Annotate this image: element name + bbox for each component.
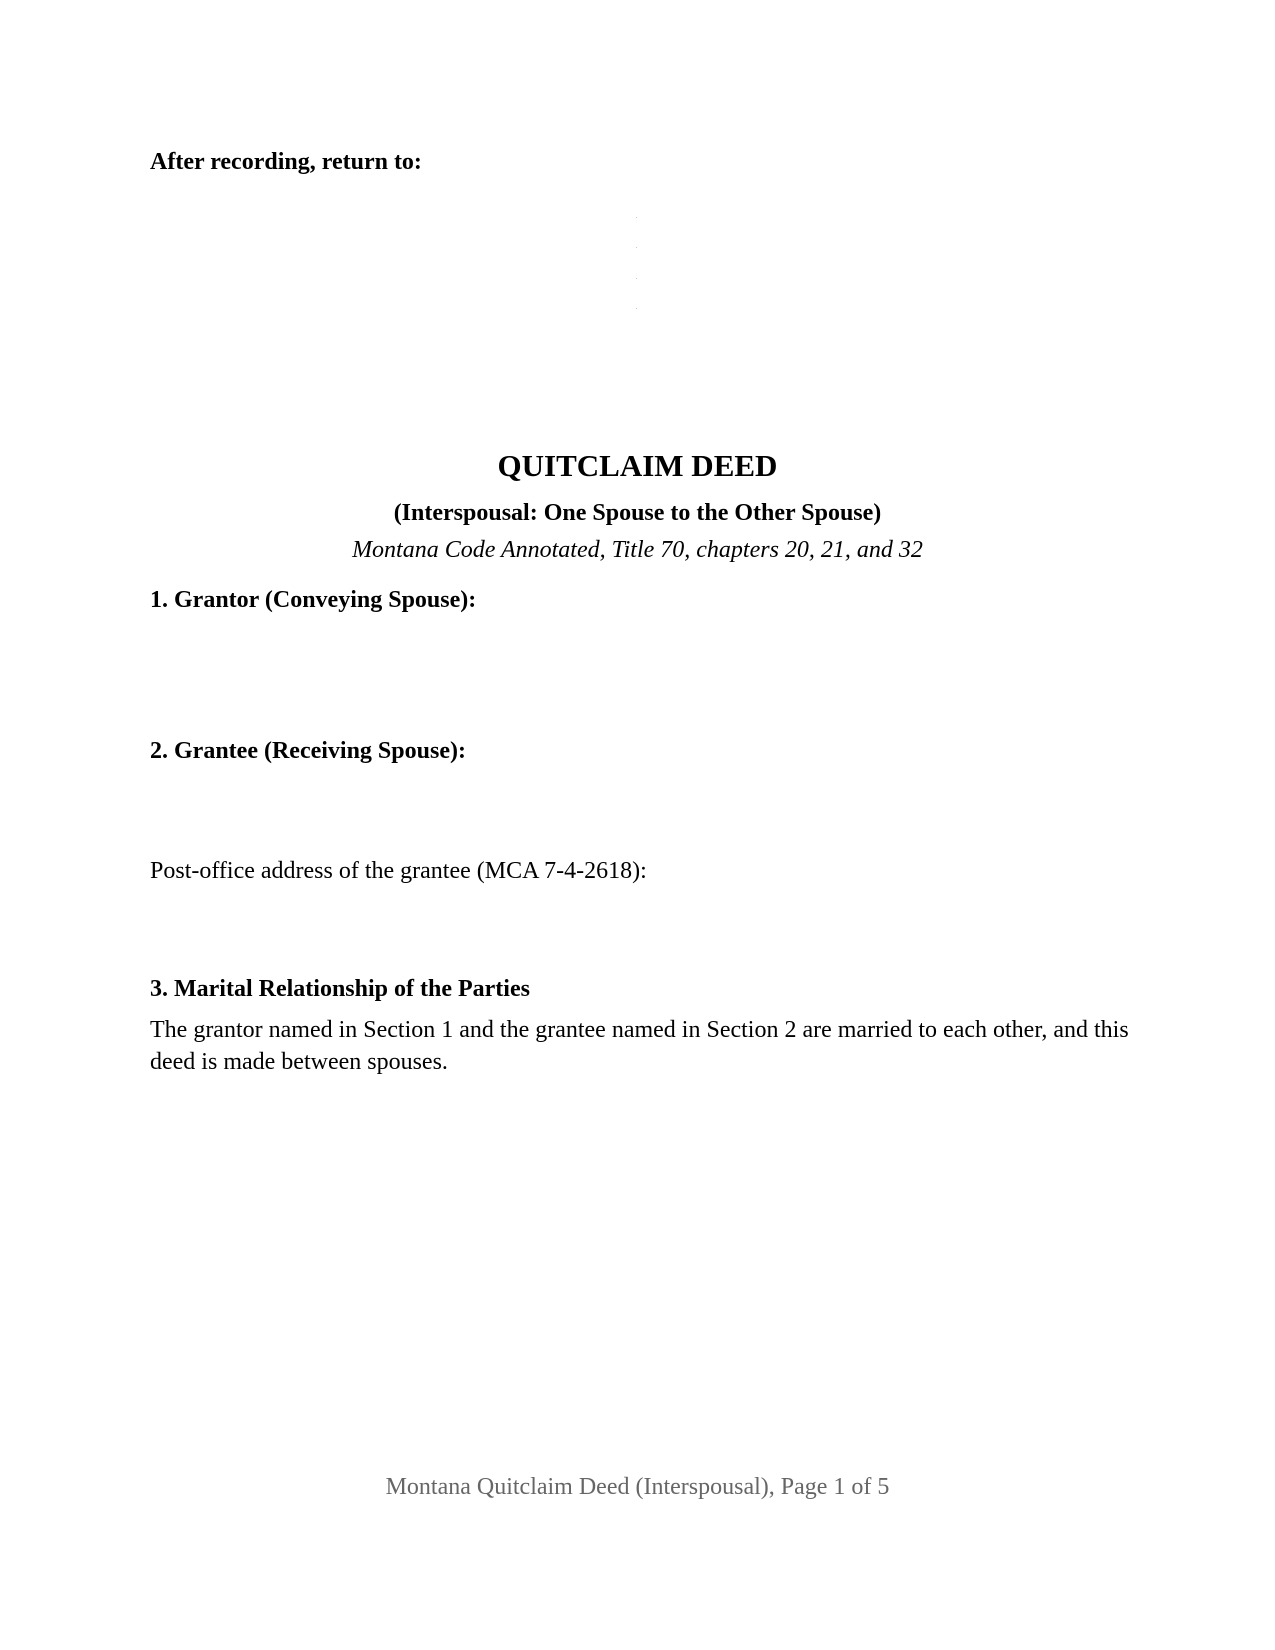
grantee-address-label: Post-office address of the grantee (MCA 7-4-2618):: [150, 858, 647, 884]
placeholder-dot: [636, 278, 637, 279]
placeholder-dot: [636, 308, 637, 309]
document-subtitle: (Interspousal: One Spouse to the Other Spouse): [393, 500, 882, 526]
marital-relationship-heading: 3. Marital Relationship of the Parties: [150, 976, 530, 1002]
return-to-label: After recording, return to:: [150, 149, 422, 175]
grantee-heading: 2. Grantee (Receiving Spouse):: [150, 738, 466, 764]
document-title: QUITCLAIM DEED: [497, 448, 778, 483]
statute-reference: Montana Code Annotated, Title 70, chapters 20, 21, and 32: [352, 537, 923, 563]
placeholder-dot: [636, 247, 637, 248]
grantor-heading: 1. Grantor (Conveying Spouse):: [150, 587, 477, 613]
placeholder-dot: [636, 217, 637, 218]
page-footer: Montana Quitclaim Deed (Interspousal), Page 1 of 5: [385, 1474, 890, 1500]
marital-relationship-text: The grantor named in Section 1 and the grantee named in Section 2 are married to each other, and this deed is made between spouses.: [150, 1017, 1129, 1075]
